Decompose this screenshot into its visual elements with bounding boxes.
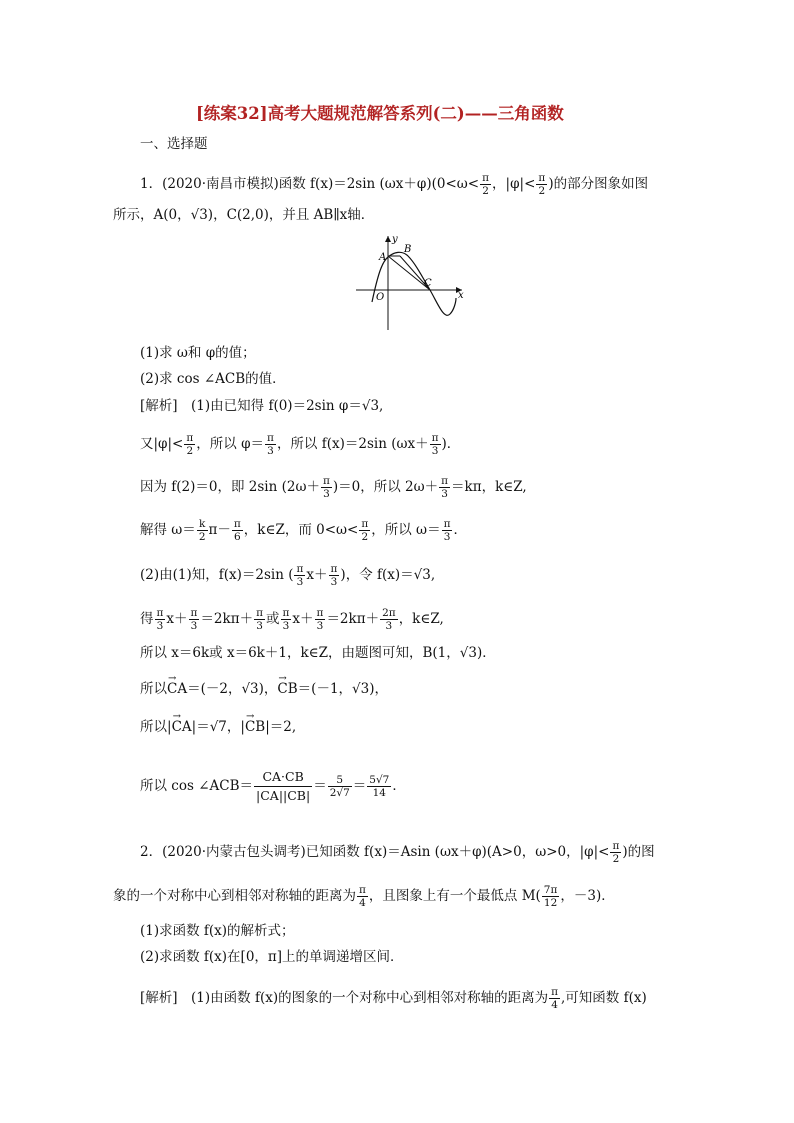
q1-solution-line8: 所以→ CA＝(－2，√3)，→ CB＝(－1，√3)， bbox=[140, 680, 388, 698]
q2-part2: (2)求函数 f(x)在[0，π]上的单调递增区间． bbox=[140, 949, 404, 965]
function-graph-figure bbox=[352, 232, 472, 332]
q1-part1: (1)求 ω和 φ的值； bbox=[140, 345, 256, 361]
label-o: O bbox=[376, 292, 385, 303]
q1-solution-line1: [解析] (1)由已知得 f(0)＝2sin φ＝√3, bbox=[140, 398, 384, 414]
q1-solution-line7: 所以 x＝6k或 x＝6k＋1，k∈Z，由题图可知，B(1，√3)． bbox=[140, 645, 496, 661]
q1-solution-line9: 所以|→ CA|＝√7，|→ CB|＝2, bbox=[140, 718, 296, 736]
q1-solution-line2: 又|φ|< $\frac{\pi}{2}$ ，所以 φ＝ $\frac{\pi}{3}$ ，所以 f(x)＝2sin (ωx＋ $\frac{\pi}{3}$ )． bbox=[140, 432, 461, 457]
q1-solution-line5: (2)由(1)知，f(x)＝2sin ( $\frac{\pi}{3}$ x＋ $\frac{\pi}{3}$ )，令 f(x)＝√3, bbox=[140, 563, 436, 588]
label-y: y bbox=[392, 234, 398, 245]
section-heading: 一、选择题 bbox=[140, 136, 208, 152]
q1-solution-line10: 所以 cos ∠ACB＝ $\frac{CA\cdot CB}{|CA||CB|}$ ＝ $\frac{5}{2√7}$ ＝ $\frac{5√7}{14}$ ． bbox=[140, 769, 406, 803]
page-title: [练案32]高考大题规范解答系列(二)——三角函数 bbox=[196, 104, 564, 123]
q1-solution-line4: 解得 ω＝ $\frac{k}{2}$ π－ $\frac{\pi}{6}$ ，k∈Z，而 0<ω< $\frac{\pi}{2}$ ，所以 ω＝ $\frac{\pi}{3}$ ． bbox=[140, 518, 467, 543]
label-b: B bbox=[404, 244, 412, 255]
q2-stem: 2．(2020·内蒙古包头调考)已知函数 f(x)＝Asin (ωx＋φ)(A>0，ω>0，|φ|< $\frac{\pi}{2}$ )的图 bbox=[140, 840, 655, 865]
label-x: x bbox=[458, 290, 464, 301]
label-c: C bbox=[424, 278, 432, 289]
q1-stem-line2: 所示，A(0，√3)，C(2,0)，并且 AB∥x轴． bbox=[113, 207, 375, 223]
q1-solution-line6: 得 $\frac{\pi}{3}$ x＋ $\frac{\pi}{3}$ ＝2kπ＋ $\frac{\pi}{3}$ 或 $\frac{\pi}{3}$ x＋ $\frac{\pi}{3}$ ＝2kπ＋ $\frac{2\pi}{3}$ ，k∈Z, bbox=[140, 607, 444, 632]
q2-part1: (1)求函数 f(x)的解析式； bbox=[140, 923, 295, 939]
q2-stem-line2: 象的一个对称中心到相邻对称轴的距离为 $\frac{\pi}{4}$ ，且图象上有一个最低点 M( $\frac{7\pi}{12}$ ，－3)． bbox=[113, 884, 615, 909]
label-a: A bbox=[379, 252, 387, 263]
q1-stem: 1．(2020·南昌市模拟)函数 f(x)＝2sin (ωx＋φ)(0<ω< $\frac{\pi}{2}$ ，|φ|< $\frac{\pi}{2}$ )的部分图象如图 bbox=[140, 172, 649, 197]
q1-solution-line3: 因为 f(2)＝0，即 2sin (2ω＋ $\frac{\pi}{3}$ )＝0，所以 2ω＋ $\frac{\pi}{3}$ ＝kπ，k∈Z, bbox=[140, 475, 527, 500]
q2-solution: [解析] (1)由函数 f(x)的图象的一个对称中心到相邻对称轴的距离为 $\frac{\pi}{4}$ ,可知函数 f(x) bbox=[140, 986, 647, 1011]
q1-part2: (2)求 cos ∠ACB的值． bbox=[140, 371, 286, 387]
